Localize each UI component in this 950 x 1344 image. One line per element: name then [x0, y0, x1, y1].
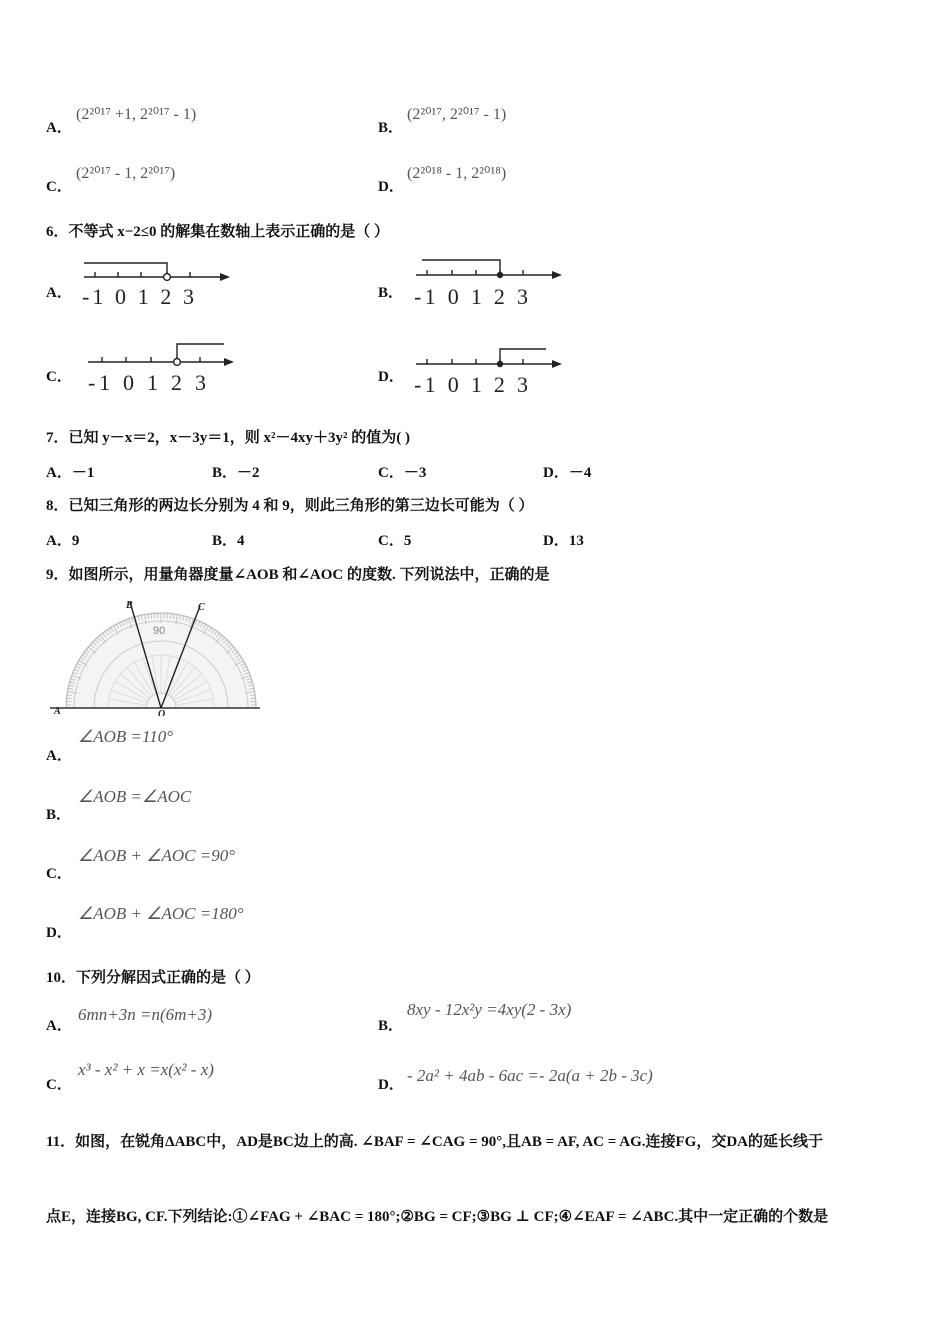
- q5-option-c-text: (2²⁰¹⁷ - 1, 2²⁰¹⁷): [76, 165, 176, 182]
- number-line-c: [82, 340, 242, 396]
- protractor-90-label: 90: [153, 625, 166, 637]
- q5-option-a-text: (2²⁰¹⁷ +1, 2²⁰¹⁷ - 1): [76, 106, 197, 123]
- q10-option-d-label: D．: [378, 1077, 404, 1093]
- q9-option-d-label: D．: [46, 925, 72, 941]
- number-line-b-ticks: -1 0 1 2 3: [414, 284, 528, 309]
- q7-option-a: A．－1: [46, 465, 95, 481]
- q10-option-b-text: 8xy - 12x²y =4xy(2 - 3x): [407, 1000, 572, 1019]
- q10-option-c-label: C．: [46, 1077, 72, 1093]
- protractor-figure: [48, 596, 264, 716]
- q11-line-2: 点E，连接BG, CF.下列结论:①∠FAG + ∠BAC = 180°;②BG = CF;③BG ⊥ CF;④∠EAF = ∠ABC.其中一定正确的个数是: [46, 1209, 829, 1225]
- q6-option-b-label: B．: [378, 285, 404, 301]
- q11-line-1: 11．如图，在锐角ΔABC中，AD是BC边上的高. ∠BAF = ∠CAG = 90°,且AB = AF, AC = AG.连接FG，交DA的延长线于: [46, 1134, 823, 1150]
- q5-option-d-label: D．: [378, 179, 404, 195]
- q9-option-b-text: ∠AOB =∠AOC: [78, 787, 192, 806]
- q9-option-c-label: C．: [46, 866, 72, 882]
- q9-option-a-label: A．: [46, 748, 72, 764]
- q7-stem: 7．已知 y－x＝2，x－3y＝1，则 x²－4xy＋3y² 的值为( ): [46, 430, 410, 446]
- number-line-a: [78, 256, 238, 310]
- q8-option-b: B．4: [212, 533, 245, 549]
- q7-option-b: B．－2: [212, 465, 260, 481]
- protractor-tick: [170, 614, 171, 619]
- q10-option-c-text: x³ - x² + x =x(x² - x): [78, 1060, 214, 1079]
- q9-option-b-label: B．: [46, 807, 72, 823]
- q9-stem: 9．如图所示，用量角器度量∠AOB 和∠AOC 的度数. 下列说法中，正确的是: [46, 567, 550, 583]
- q9-option-c-text: ∠AOB + ∠AOC =90°: [78, 846, 236, 865]
- q7-option-d: D．－4: [543, 465, 592, 481]
- q8-option-a: A．9: [46, 533, 80, 549]
- q8-stem: 8．已知三角形的两边长分别为 4 和 9，则此三角形的第三边长可能为（ ）: [46, 498, 534, 514]
- q5-option-d-text: (2²⁰¹⁸ - 1, 2²⁰¹⁸): [407, 165, 507, 182]
- q9-option-d-text: ∠AOB + ∠AOC =180°: [78, 904, 244, 923]
- q10-option-a-label: A．: [46, 1018, 72, 1034]
- q5-option-c-label: C．: [46, 179, 72, 195]
- point-a-label: A: [54, 706, 61, 716]
- q10-option-b-label: B．: [378, 1018, 404, 1034]
- point-b-label: B: [126, 600, 133, 611]
- q5-option-a-label: A．: [46, 120, 72, 136]
- number-line-d: [410, 340, 570, 396]
- q6-option-c-label: C．: [46, 369, 72, 385]
- q7-option-c: C．－3: [378, 465, 427, 481]
- q9-option-a-text: ∠AOB =110°: [78, 727, 174, 746]
- q5-option-b-label: B．: [378, 120, 404, 136]
- number-line-a-ticks: -1 0 1 2 3: [82, 284, 194, 309]
- protractor-tick: [67, 698, 72, 699]
- q8-option-c: C．5: [378, 533, 412, 549]
- q6-option-d-label: D．: [378, 369, 404, 385]
- number-line-d-ticks: -1 0 1 2 3: [414, 372, 528, 396]
- q6-stem: 6．不等式 x−2≤0 的解集在数轴上表示正确的是（ ）: [46, 224, 390, 240]
- point-c-label: C: [198, 602, 205, 613]
- number-line-c-ticks: -1 0 1 2 3: [88, 370, 206, 395]
- q8-option-d: D．13: [543, 533, 584, 549]
- q10-option-a-text: 6mn+3n =n(6m+3): [78, 1005, 213, 1024]
- q6-option-a-label: A．: [46, 285, 72, 301]
- number-line-b: [410, 256, 570, 310]
- q5-option-b-text: (2²⁰¹⁷, 2²⁰¹⁷ - 1): [407, 106, 507, 123]
- protractor-tick: [151, 614, 152, 619]
- protractor-tick: [251, 698, 256, 699]
- q10-stem: 10．下列分解因式正确的是（ ）: [46, 970, 260, 986]
- point-o-label: O: [158, 709, 166, 716]
- q10-option-d-text: - 2a² + 4ab - 6ac =- 2a(a + 2b - 3c): [407, 1066, 653, 1085]
